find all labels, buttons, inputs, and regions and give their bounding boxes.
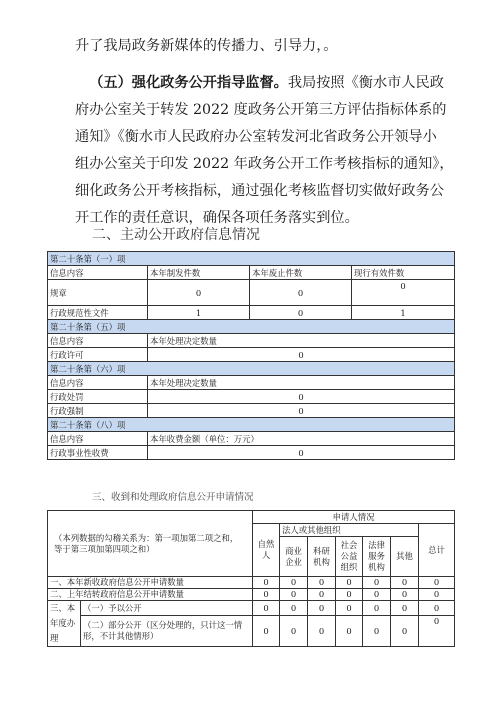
section-row: [48, 362, 455, 376]
table-row: [48, 280, 455, 306]
row-label: 一、本年新收政府信息公开申请数量: [48, 577, 253, 589]
header-cell: 信息内容: [48, 432, 148, 446]
header-cell: 申请人情况: [253, 511, 455, 524]
table-row: [48, 577, 455, 589]
text-line-part: 我局按照《衡水市人民政: [287, 75, 444, 91]
cell-value: 0: [336, 616, 363, 647]
cell-value: 0: [419, 589, 455, 601]
header-cell: 商业企业: [280, 537, 308, 577]
cell-value: 0: [308, 616, 336, 647]
cell-value: 0: [336, 601, 363, 616]
text-line: 通知》《衡水市人民政府办公室转发河北省政务公开领导小: [75, 129, 437, 145]
proactive-disclosure-table: [47, 251, 455, 460]
text-line: 细化政务公开考核指标，通过强化考核监督切实做好政务公: [75, 183, 444, 199]
cell-value: 0: [148, 348, 455, 362]
section-row: [48, 252, 455, 266]
cell-value: 0: [253, 589, 280, 601]
cell-value: 0: [391, 589, 419, 601]
corner-note: （本列数据的勾稽关系为：第一项加第二项之和，等于第三项加第四项之和）: [48, 511, 253, 577]
header-row: [48, 266, 455, 280]
cell-value: 0: [253, 577, 280, 589]
cell-value: 0: [419, 577, 455, 589]
application-table: [47, 510, 455, 647]
cell-value: 0: [336, 577, 363, 589]
table-row: [48, 446, 455, 460]
header-cell: 现行有效件数: [352, 266, 455, 280]
header-cell: 本年收费金额（单位：万元）: [148, 432, 455, 446]
paragraph-2: [75, 70, 453, 232]
text-line: 组办公室关于印发 2022 年政务公开工作考核指标的通知》，: [75, 156, 454, 172]
header-cell: 信息内容: [48, 376, 148, 390]
section-row: [48, 320, 455, 334]
header-row: [48, 432, 455, 446]
cell-value: 0: [148, 446, 455, 460]
section-label: 第二十条第（八）项: [48, 418, 455, 432]
cell-value: 0: [391, 577, 419, 589]
header-row: [48, 511, 455, 524]
row-label: 二、上年结转政府信息公开申请数量: [48, 589, 253, 601]
cell-value: 0: [352, 280, 455, 306]
header-cell: 本年废止件数: [250, 266, 352, 280]
header-cell: 自然人: [253, 524, 280, 577]
header-cell: 本年制发件数: [148, 266, 250, 280]
cell-value: 0: [308, 589, 336, 601]
table-row: [48, 404, 455, 418]
cell-value: 0: [280, 589, 308, 601]
row-label: 规章: [48, 280, 148, 306]
cell-value: 0: [308, 601, 336, 616]
cell-value: 0: [363, 601, 391, 616]
cell-value: 0: [391, 616, 419, 647]
row-label: 行政处罚: [48, 390, 148, 404]
cell-value: 0: [280, 601, 308, 616]
header-cell: 科研机构: [308, 537, 336, 577]
cell-value: 0: [336, 589, 363, 601]
cell-value: 0: [363, 616, 391, 647]
header-cell: 社会公益组织: [336, 537, 363, 577]
table-row: [48, 601, 455, 616]
header-row: [48, 376, 455, 390]
cell-value: 1: [148, 306, 250, 320]
cell-value: 0: [391, 601, 419, 616]
header-cell: 本年处理决定数量: [148, 334, 455, 348]
row-group-label: 三、本年度办理: [48, 601, 81, 647]
cell-value: 0: [419, 616, 455, 647]
cell-value: 0: [363, 577, 391, 589]
table-row: [48, 348, 455, 362]
row-label: 行政许可: [48, 348, 148, 362]
cell-value: 0: [253, 601, 280, 616]
cell-value: 0: [148, 280, 250, 306]
text-line: [75, 70, 453, 97]
section-label: 第二十条第（五）项: [48, 320, 455, 334]
header-cell: 信息内容: [48, 266, 148, 280]
section-heading: 三、收到和处理政府信息公开申请情况: [92, 492, 254, 503]
section-label: 第二十条第（六）项: [48, 362, 455, 376]
paragraph-1: [75, 33, 453, 60]
row-label: （二）部分公开（区分处理的，只计这一情形，不计其他情形）: [81, 616, 253, 647]
cell-value: 0: [250, 280, 352, 306]
header-cell: 信息内容: [48, 334, 148, 348]
header-cell: 法律服务机构: [363, 537, 391, 577]
row-label: （一）予以公开: [81, 601, 253, 616]
header-cell: 法人或其他组织: [280, 524, 419, 537]
cell-value: 0: [148, 404, 455, 418]
header-cell: 本年处理决定数量: [148, 376, 455, 390]
section-label: 第二十条第（一）项: [48, 252, 455, 266]
section-row: [48, 418, 455, 432]
section-heading: 二、主动公开政府信息情况: [92, 227, 260, 243]
row-label: 行政事业性收费: [48, 446, 148, 460]
header-cell: 其他: [391, 537, 419, 577]
header-row: [48, 334, 455, 348]
cell-value: 0: [363, 589, 391, 601]
text-line: 升了我局政务新媒体的传播力、引导力，。: [75, 38, 338, 54]
cell-value: 0: [280, 577, 308, 589]
cell-value: 1: [352, 306, 455, 320]
cell-value: 0: [419, 601, 455, 616]
cell-value: 0: [148, 390, 455, 404]
text-line: 府办公室关于转发 2022 度政务公开第三方评估指标体系的: [75, 102, 447, 118]
cell-value: 0: [250, 306, 352, 320]
row-label: 行政规范性文件: [48, 306, 148, 320]
table-row: [48, 306, 455, 320]
row-label: 行政强制: [48, 404, 148, 418]
table-row: [48, 390, 455, 404]
cell-value: 0: [308, 577, 336, 589]
cell-value: 0: [280, 616, 308, 647]
table-row: [48, 589, 455, 601]
header-cell: 总计: [419, 524, 455, 577]
cell-value: 0: [253, 616, 280, 647]
table-row: [48, 616, 455, 647]
paragraph-lead: （五）强化政务公开指导监督。: [89, 75, 288, 91]
text-line: 开工作的责任意识，确保各项任务落实到位。: [75, 210, 359, 226]
